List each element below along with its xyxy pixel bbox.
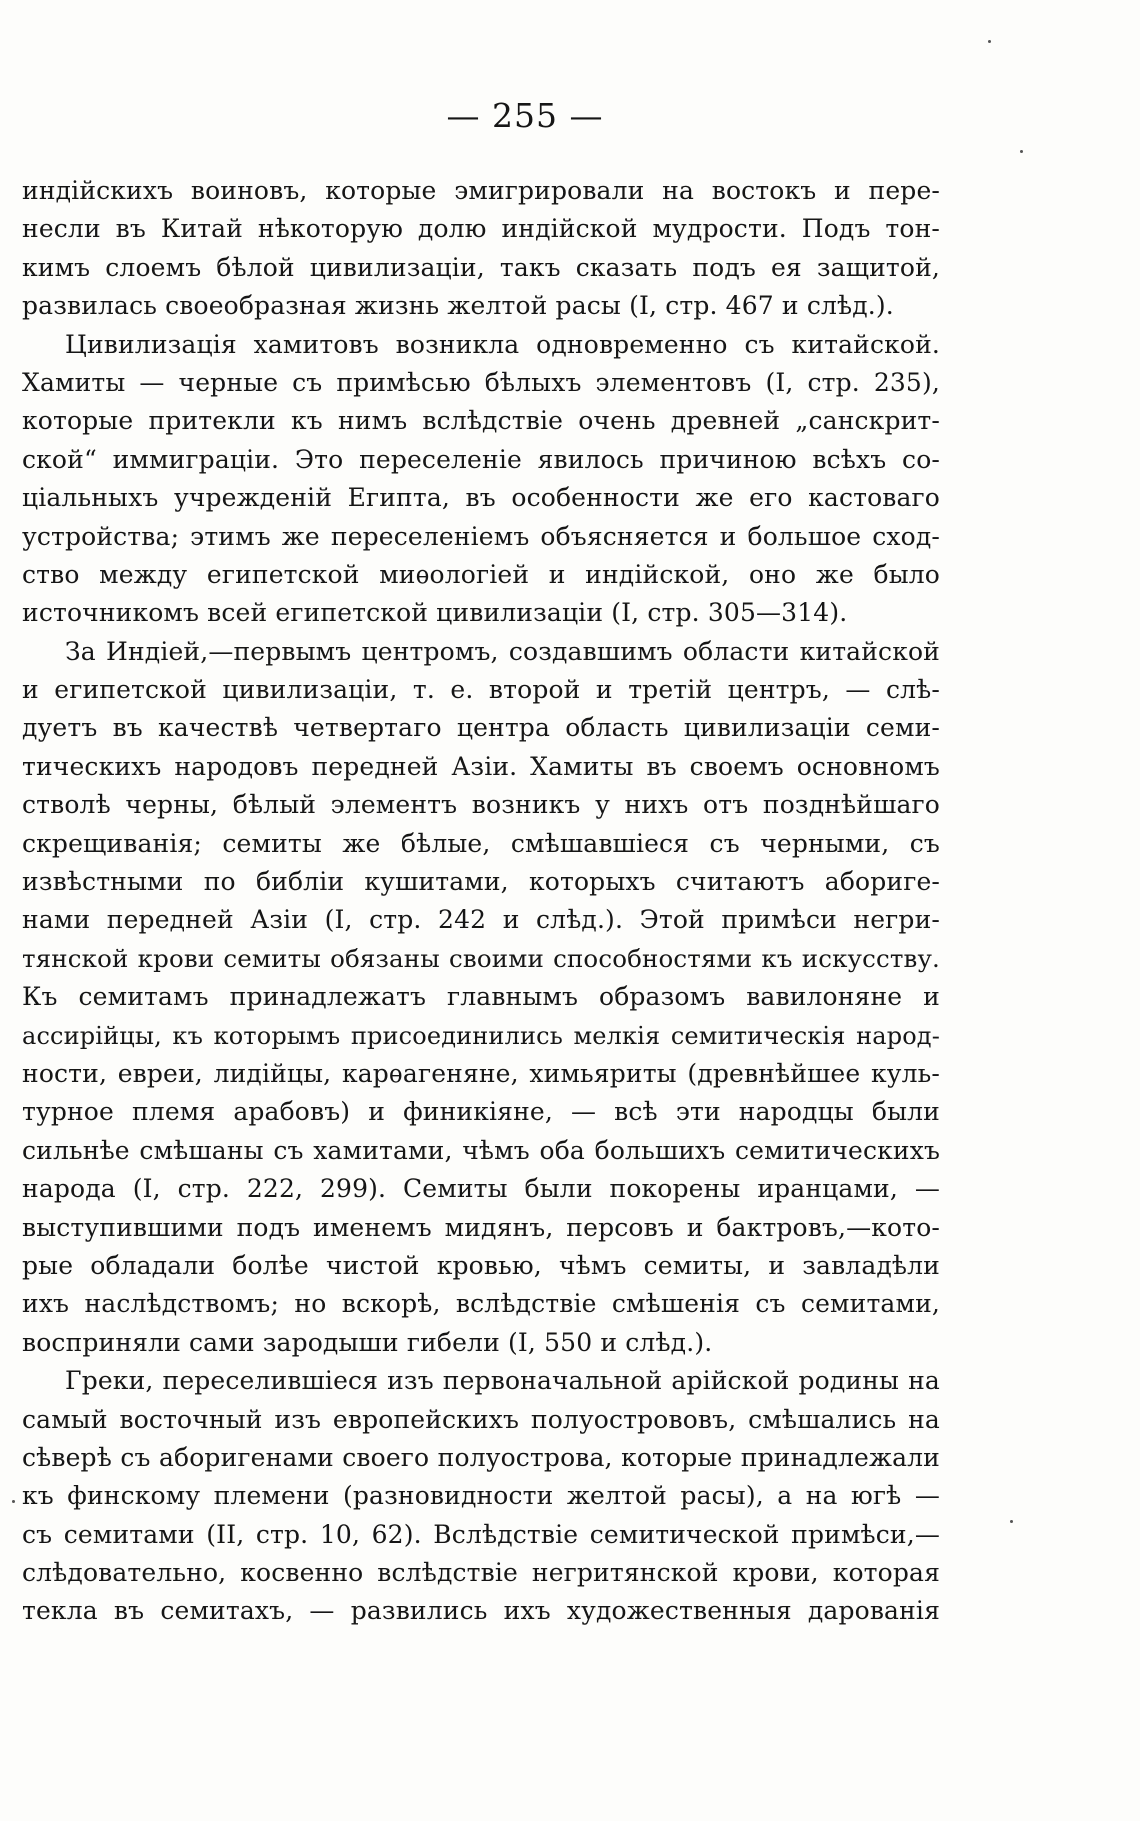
- text-line: индійскихъ воиновъ, которые эмигрировали на востокъ и пере-: [22, 176, 940, 205]
- text-line: самый восточный изъ европейскихъ полуострововъ, смѣшались на: [22, 1404, 940, 1434]
- text-line: стволѣ черны, бѣлый элементъ возникъ у нихъ отъ позднѣйшаго: [22, 790, 940, 820]
- text-line: источникомъ всей египетской цивилизаціи (I, стр. 305—314).: [22, 598, 848, 628]
- text-line: ихъ наслѣдствомъ; но вскорѣ, вслѣдствіе смѣшенія съ семитами,: [22, 1289, 940, 1319]
- text-line: народа (I, стр. 222, 299). Семиты были покорены иранцами, —: [22, 1174, 940, 1204]
- text-line: Къ семитамъ принадлежатъ главнымъ образомъ вавилоняне и: [22, 982, 940, 1012]
- text-line: и египетской цивилизаціи, т. е. второй и третій центръ, — слѣ-: [22, 675, 940, 705]
- text-line: текла въ семитахъ, — развились ихъ художественныя дарованія: [22, 1596, 940, 1626]
- text-line: дуетъ въ качествѣ четвертаго центра область цивилизаціи семи-: [22, 713, 940, 743]
- text-line: устройства; этимъ же переселеніемъ объясняется и большое сход-: [22, 521, 940, 551]
- body-text: [22, 172, 940, 1631]
- text-line: тянской крови семиты обязаны своими способностями къ искусству.: [22, 943, 940, 973]
- scan-speck: [1020, 150, 1023, 153]
- text-line: развилась своеобразная жизнь желтой расы (I, стр. 467 и слѣд.).: [22, 291, 894, 321]
- text-line: сильнѣе смѣшаны съ хамитами, чѣмъ оба большихъ семитическихъ: [22, 1135, 940, 1165]
- text-line: извѣстными по библіи кушитами, которыхъ считаютъ абориге-: [22, 867, 940, 897]
- text-line: ской“ иммиграціи. Это переселеніе явилось причиною всѣхъ со-: [22, 444, 940, 474]
- text-line: турное племя арабовъ) и финикіяне, — всѣ эти народцы были: [22, 1097, 940, 1127]
- text-line: къ финскому племени (разновидности желтой расы), а на югѣ —: [22, 1481, 940, 1511]
- text-line: Цивилизація хамитовъ возникла одновременно съ китайской.: [65, 329, 940, 359]
- text-line: кимъ слоемъ бѣлой цивилизаціи, такъ сказать подъ ея защитой,: [22, 252, 940, 282]
- text-line: тическихъ народовъ передней Азіи. Хамиты въ своемъ основномъ: [22, 751, 940, 781]
- text-line: Хамиты — черные съ примѣсью бѣлыхъ элементовъ (I, стр. 235),: [22, 367, 940, 397]
- scan-speck: [12, 1500, 15, 1503]
- text-line: ціальныхъ учрежденій Египта, въ особенности же его кастоваго: [22, 483, 940, 513]
- text-line: восприняли сами зародыши гибели (I, 550 и слѣд.).: [22, 1327, 713, 1357]
- scan-speck: [988, 40, 991, 43]
- text-line: рые обладали болѣе чистой кровью, чѣмъ семиты, и завладѣли: [22, 1250, 940, 1280]
- text-line: Греки, переселившіеся изъ первоначальной арійской родины на: [65, 1366, 940, 1396]
- text-line: сѣверѣ съ аборигенами своего полуострова, которые принадлежали: [22, 1442, 940, 1472]
- text-line: За Индіей,—первымъ центромъ, создавшимъ области китайской: [65, 636, 940, 666]
- text-line: ассирійцы, къ которымъ присоединились мелкія семитическія народ-: [22, 1021, 940, 1050]
- text-line: которые притекли къ нимъ вслѣдствіе очень древней „санскрит-: [22, 406, 940, 436]
- scan-speck: [1010, 1520, 1013, 1523]
- text-line: ство между египетской миѳологіей и индійской, оно же было: [22, 559, 940, 589]
- page-number: — 255 —: [446, 96, 604, 135]
- text-line: выступившими подъ именемъ мидянъ, персовъ и бактровъ,—кото-: [22, 1212, 940, 1242]
- text-line: ности, евреи, лидійцы, карѳагеняне, химьяриты (древнѣйшее куль-: [22, 1058, 940, 1088]
- text-line: съ семитами (II, стр. 10, 62). Вслѣдствіе семитической примѣси,—: [22, 1519, 940, 1549]
- text-line: слѣдовательно, косвенно вслѣдствіе негритянской крови, которая: [22, 1558, 940, 1588]
- text-line: скрещиванія; семиты же бѣлые, смѣшавшіеся съ черными, съ: [22, 828, 940, 858]
- text-line: несли въ Китай нѣкоторую долю индійской мудрости. Подъ тон-: [22, 214, 940, 244]
- text-line: нами передней Азіи (I, стр. 242 и слѣд.). Этой примѣси негри-: [22, 905, 940, 935]
